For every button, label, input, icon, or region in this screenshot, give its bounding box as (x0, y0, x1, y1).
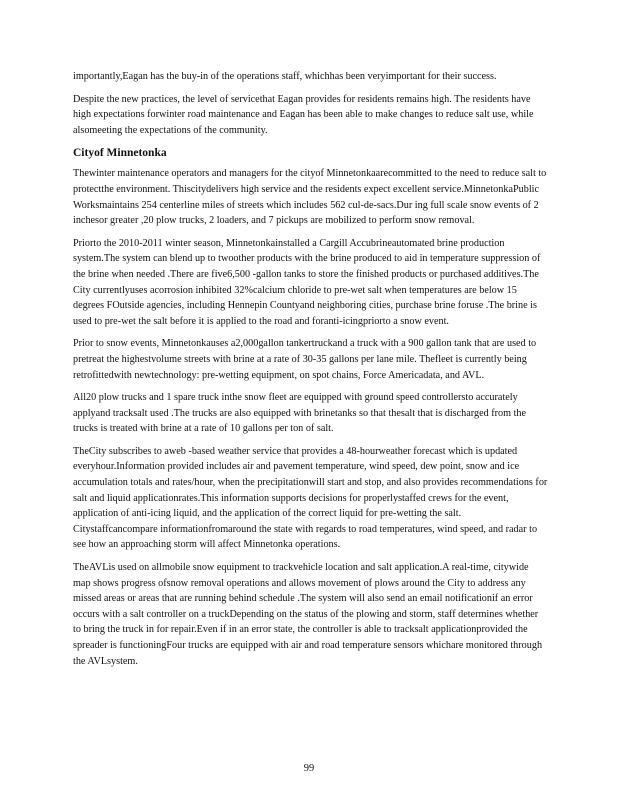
page-number: 99 (303, 763, 315, 774)
body-paragraph: importantly,Eagan has the buy-in of the operations staff, whichhas been veryimportant for their success. (73, 71, 497, 82)
body-paragraph: All20 plow trucks and 1 spare truck inthe snow fleet are equipped with ground speed controllersto accurately applyand tracksalt used .The trucks are also equipped with brinetanks so that thesalt that is discharged from the trucks is treated with brine at a rate of 10 gallons per ton of salt. (73, 392, 527, 435)
body-paragraph: Despite the new practices, the level of servicethat Eagan provides for residents remains high. The residents have high expectations forwinter road maintenance and Eagan has been able to make changes to reduce salt use, while alsomeeting the expectations of the community. (73, 93, 534, 136)
body-paragraph: Prior to snow events, Minnetonkauses a2,000gallon tankertruckand a truck with a 900 gallon tank that are used to pretreat the highestvolume streets with brine at a rate of 30-35 gallons per lane mile. Thefleet is currently being retrofittedwith newtechnology: pre-wetting equipment, on spot chains, Force Americadata, and AVL. (73, 338, 537, 381)
body-paragraph: Thewinter maintenance operators and managers for the cityof Minnetonkaarecommitted to the need to reduce salt to protectthe environment. Thiscitydelivers high service and the residents expect excellent service.MinnetonkaPublic Worksmaintains 254 centerline miles of streets which includes 562 cul-de-sacs.Dur ing full scale snow events of 2 inchesor greater ,20 plow trucks, 2 loaders, and 7 pickups are mobilized to perform snow removal. (73, 168, 547, 227)
body-paragraph: Priorto the 2010-2011 winter season, Minnetonkainstalled a Cargill Accubrineautomated brine production system.The system can blend up to twoother products with the brine produced to aid in temperature suppression of the brine when needed .There are five6,500 -gallon tanks to store the finished products or purchased additives.The City currentlyuses acorrosion inhibited 32%calcium chloride to pre-wet salt when temperatures are below 15 degrees FOutside agencies, including Hennepin Countyand neighboring cities, purchase brine foruse .The brine is used to pre-wet the salt before it is applied to the road and foranti-icingpriorto a snow event. (73, 237, 541, 327)
section-heading: Cityof Minnetonka (73, 147, 167, 160)
body-paragraph: TheCity subscribes to aweb -based weather service that provides a 48-hourweather forecast which is updated everyhour.Information provided includes air and pavement temperature, wind speed, dew point, snow and ice accumulation totals and rates/hour, when the precipitationwill start and stop, and also provides recommendations for salt and liquid applicationrates.This information supports decisions for properlystaffed crews for the event, application of anti-icing liquid, and the application of the correct liquid for pre-wetting the salt. Citystaffcancompare informationfromaround the state with regards to road temperatures, wind speed, and radar to see how an approaching storm will affect Minnetonka operations. (73, 445, 548, 551)
body-paragraph: TheAVLis used on allmobile snow equipment to trackvehicle location and salt application.A real-time, citywide map shows progress ofsnow removal operations and allows movement of plows around the City to address any missed areas or areas that are running behind schedule .The system will also send an email notificationif an error occurs with a salt controller on a truckDepending on the status of the plowing and storm, staff determines whether to bring the truck in for repair.Even if in an error state, the controller is able to tracksalt applicationprovided the spreader is functioningFour trucks are equipped with air and road temperature sensors whichare monitored through the AVLsystem. (73, 562, 543, 667)
